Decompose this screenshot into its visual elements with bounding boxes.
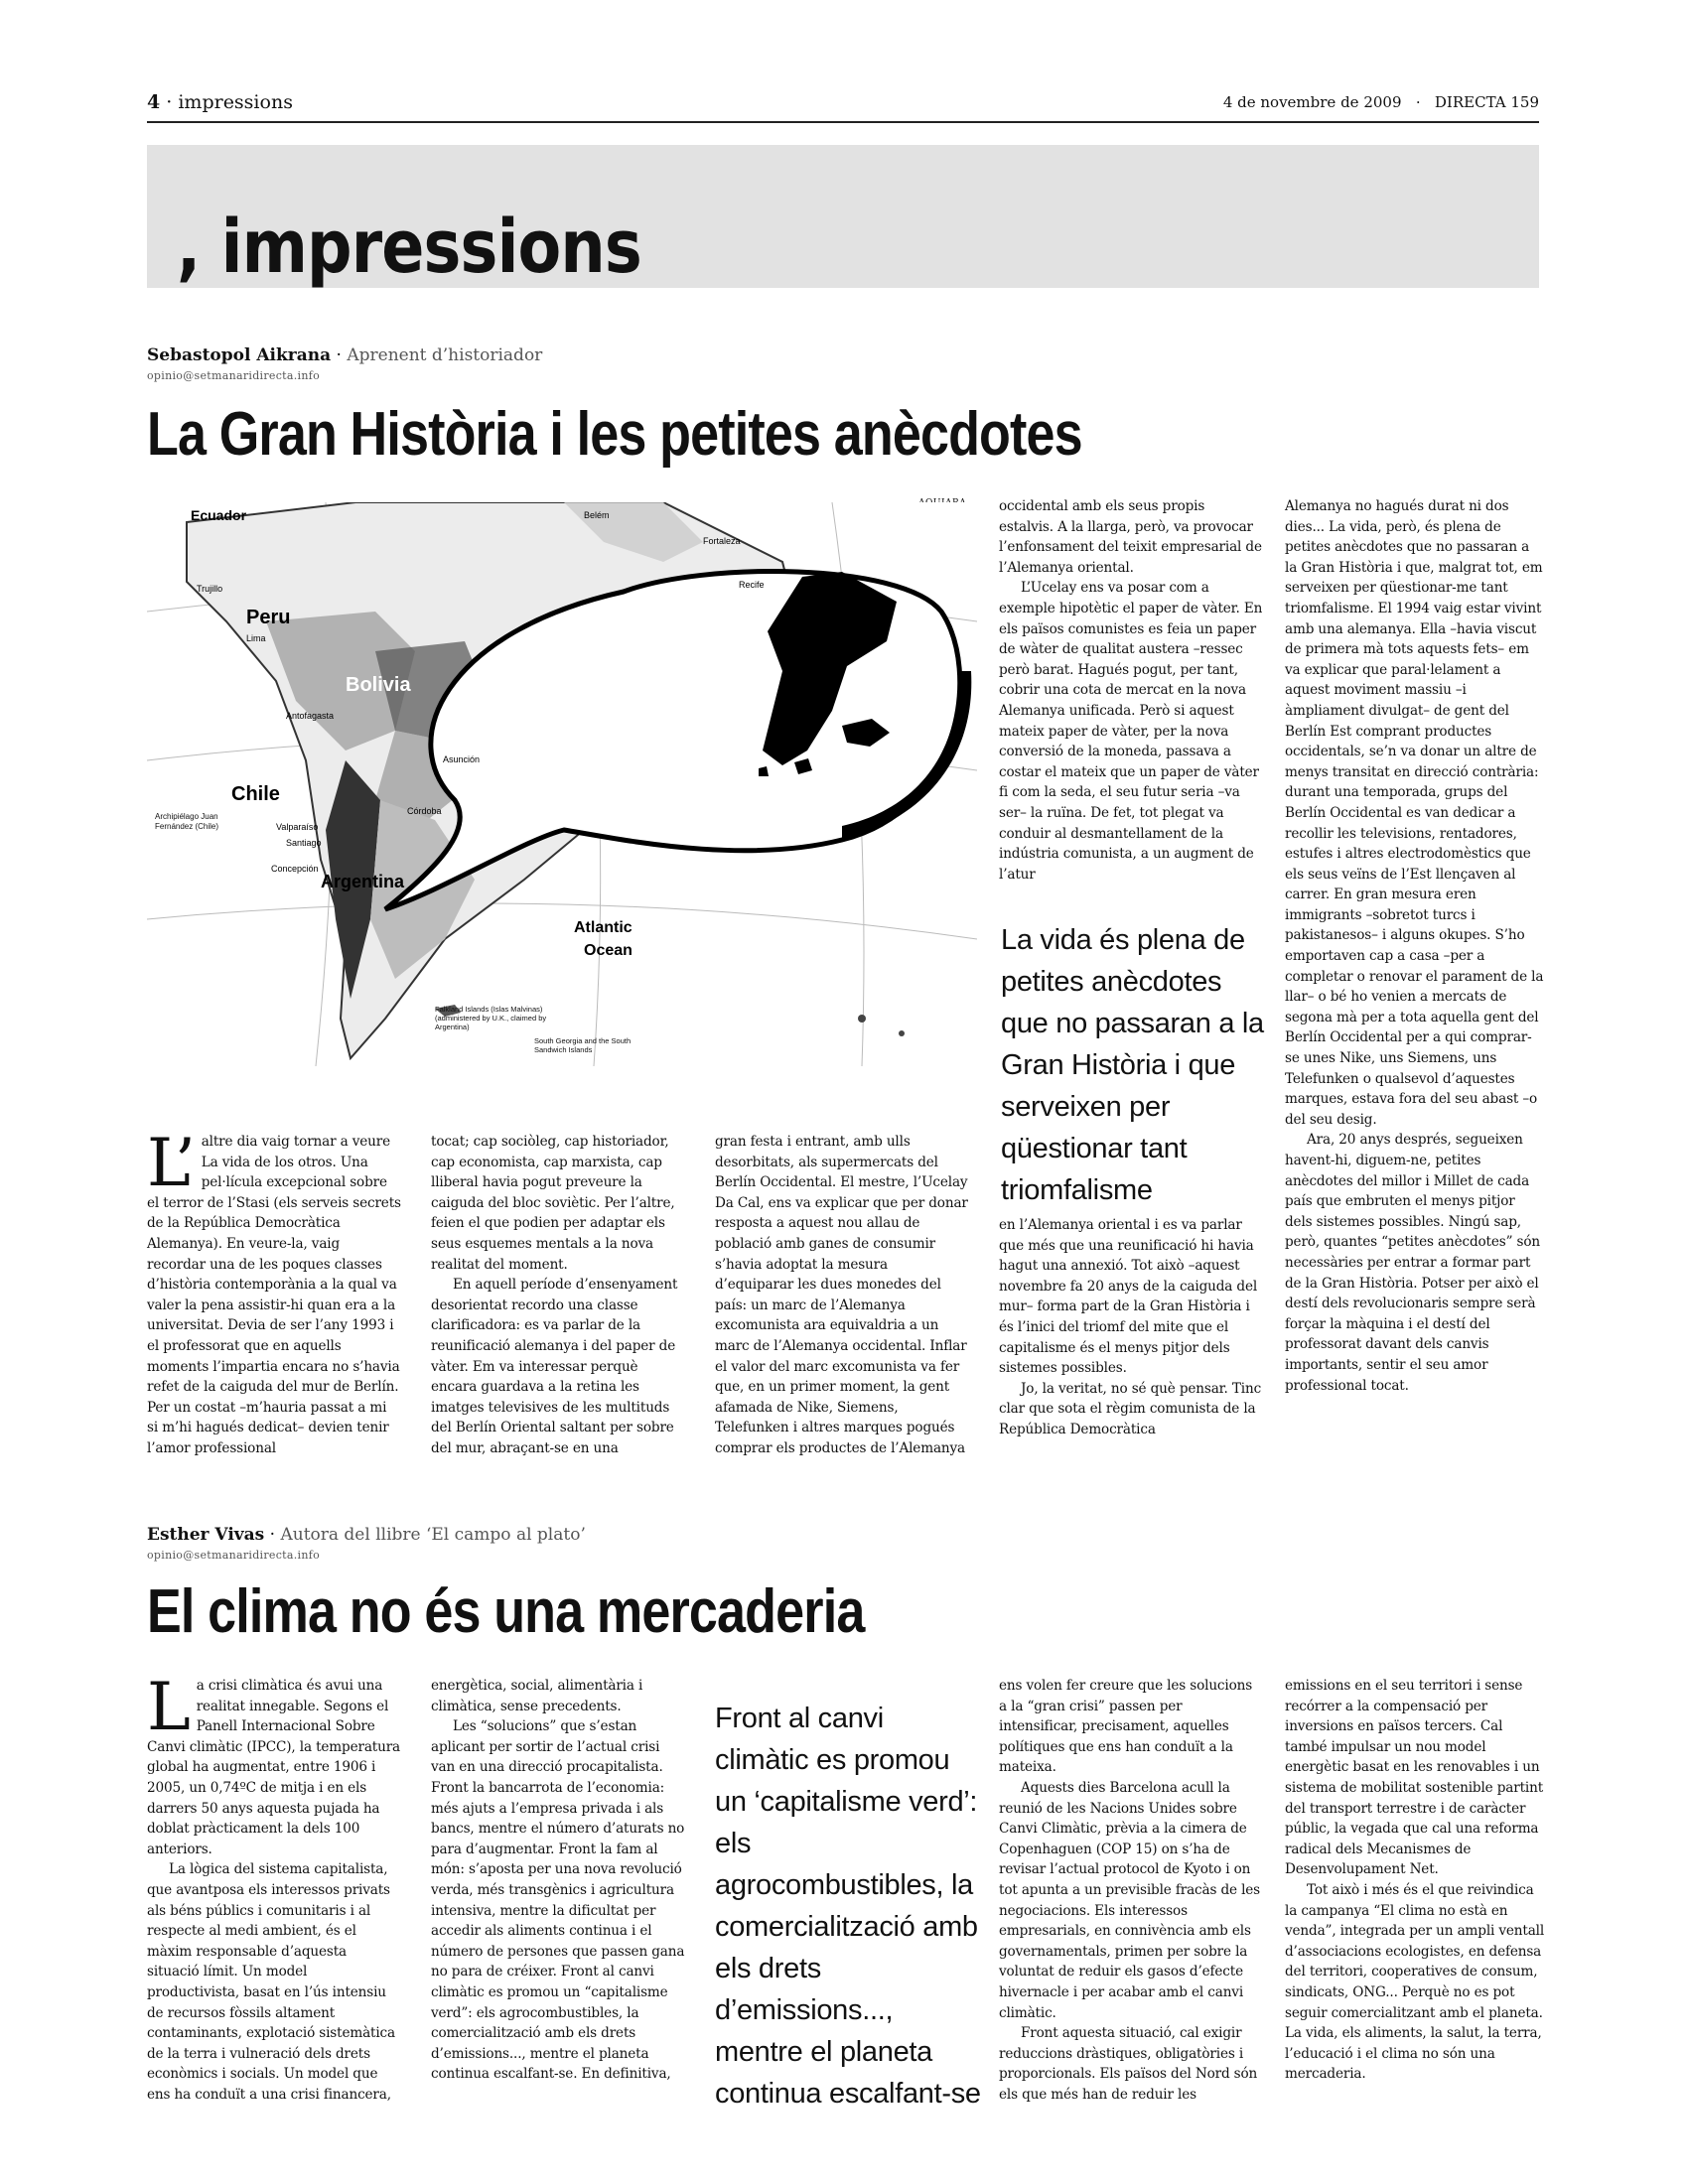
article1-column-2 xyxy=(431,1132,685,1459)
article1-paragraph: Jo, la veritat, no sé què pensar. Tinc clar que sota el règim comunista de la República Democràtica xyxy=(999,1380,1262,1437)
article2-column-5 xyxy=(1285,1676,1545,2085)
article1-paragraph: Ara, 20 anys després, segueixen havent-hi, diguem-ne, petites anècdotes del millor i Millet de cada país que embruten el menys pitjor dels sistemes possibles. Ningú sap, però, quantes “petites anècdotes” són necessàries per entrar a formar part de la Gran Història. Potser per això el destí dels revolucionaris sempre serà forçar la màquina i el destí del professorat davant dels canvis importants, sentir el seu amor professional tocat. xyxy=(1285,1132,1541,1394)
label-fortaleza: Fortaleza xyxy=(703,536,741,546)
article1-paragraph: en l’Alemanya oriental i es va parlar que més que una reunificació hi havia hagut una annexió. Tot això –aquest novembre fa 20 anys de la caiguda del mur– forma part de la Gran Història i és l’inici del triomf del mite que el capitalisme és el menys pitjor dels sistemes possibles. xyxy=(999,1217,1258,1377)
article1-author: Sebastopol Aikrana xyxy=(147,345,332,365)
label-antofagasta: Antofagasta xyxy=(286,711,335,721)
label-atlantic: Atlantic xyxy=(574,919,633,936)
publication-issue: DIRECTA 159 xyxy=(1434,93,1539,111)
label-falkland: Falkland Islands (Islas Malvinas) (administered by U.K., claimed by Argentina) xyxy=(435,1005,547,1031)
article2-paragraph: ens volen fer creure que les solucions a la “gran crisi” passen per intensificar, precisament, aquelles polítiques que ens han conduït a la mateixa. xyxy=(999,1678,1253,1776)
article1-paragraph: En aquell període d’ensenyament desorientat recordo una classe clarificadora: es va parlar de la reunificació alemanya i del paper de vàter. Em va interessar perquè encara guardava a la retina les imatges televisives de les multituds del Berlín Oriental saltant per sobre del mur, abraçant-se en una xyxy=(431,1277,678,1456)
article1-paragraph: tocat; cap sociòleg, cap historiador, cap economista, cap marxista, cap lliberal havia pogut preveure la caiguda del bloc soviètic. Per l’altre, feien el que podien per adaptar els seus esquemes mentals a la nova realitat del moment. xyxy=(431,1134,675,1273)
article2-byline xyxy=(147,1525,586,1545)
running-header xyxy=(147,89,1539,123)
south-america-map xyxy=(147,502,977,1066)
label-lima: Lima xyxy=(246,633,266,643)
article2-col1-text: a crisi climàtica és avui una realitat innegable. Segons el Panell Internacional Sobre Canvi climàtic (IPCC), la temperatura global ha augmentat, entre 1906 i 2005, un 0,74ºC de mitja i en els darrers 50 anys aquesta pujada ha doblat pràcticament la dels 100 anteriors. xyxy=(147,1678,401,1857)
label-belem: Belém xyxy=(584,510,610,520)
label-bolivia: Bolivia xyxy=(346,674,411,696)
article1-column-4-bottom xyxy=(999,1215,1263,1440)
header-left xyxy=(147,91,293,113)
article1-paragraph: gran festa i entrant, amb ulls desorbitats, als supermercats del Berlín Occidental. El mestre, l’Ucelay Da Cal, ens va explicar que per donar resposta a aquest nou allau de població amb ganes de consumir s’havia adoptat la mesura d’equiparar les dues monedes del país: un marc de l’Alemanya excomunista ara equivaldria a un marc de l’Alemanya occidental. Inflar el valor del marc excomunista va fer que, en un primer moment, la gent afamada de Nike, Siemens, Telefunken i altres marques pogués comprar els productes de l’Alemanya xyxy=(715,1134,968,1456)
map-illustration xyxy=(147,502,977,1066)
article1-column-4-top xyxy=(999,496,1263,885)
article2-author: Esther Vivas xyxy=(147,1525,265,1545)
byline-bullet: · xyxy=(264,1525,281,1545)
article1-pullquote: La vida és plena de petites anècdotes que no passaran a la Gran Història i que serveixen per qüestionar tant triomfalisme xyxy=(1001,924,1264,1206)
label-valparaiso: Valparaíso xyxy=(276,822,319,832)
label-ocean: Ocean xyxy=(584,942,633,959)
article2-role: Autora del llibre ‘El campo al plato’ xyxy=(280,1525,586,1545)
header-separator: · xyxy=(1415,93,1421,111)
article2-paragraph: Les “solucions” que s’estan aplicant per sortir de l’actual crisi van en una direcció procapitalista. Front la bancarrota de l’economia: més ajuts a l’empresa privada i als bancs, mentre el número d’aturats no para d’augmentar. Front la fam al món: s’aposta per una nova revolució verda, més transgènics i agricultura intensiva, mentre la dificultat per accedir als aliments continua i el número de persones que passen gana no para de créixer. Front al canvi climàtic es promou un “capitalisme verd”: els agrocombustibles, la comercialització amb els drets d’emissions..., mentre el planeta continua escalfant-se. En definitiva, xyxy=(431,1718,685,2083)
article2-headline: El clima no és una mercaderia xyxy=(147,1577,865,1646)
article2-paragraph: energètica, social, alimentària i climàtica, sense precedents. xyxy=(431,1678,643,1714)
article2-paragraph: Front aquesta situació, cal exigir reduccions dràstiques, obligatòries i proporcionals. Els països del Nord són els que més han de reduir les xyxy=(999,2025,1258,2103)
article2-paragraph: emissions en el seu territori i sense recórrer a la compensació per inversions en països tercers. Cal també impulsar un nou model energètic basat en les renovables i un sistema de mobilitat sostenible partint del transport terrestre i de caràcter públic, la vegada que cal una reforma radical dels Mecanismes de Desenvolupament Net. xyxy=(1285,1678,1544,1878)
article1-headline: La Gran Història i les petites anècdotes xyxy=(147,400,1082,469)
article2-pullquote: Front al canvi climàtic es promou un ‘capitalisme verd’: els agrocombustibles, la comercialització amb els drets d’emissions..., mentre el planeta continua escalfant-se xyxy=(715,1703,981,2110)
article1-column-3 xyxy=(715,1132,969,1459)
label-cordoba: Córdoba xyxy=(407,806,442,816)
label-chile: Chile xyxy=(231,783,280,805)
article2-paragraph: La lògica del sistema capitalista, que avantposa els interessos privats als béns públics i comunitaris i al respecte al medi ambient, és el màxim responsable d’aquesta situació límit. Un model productivista, basat en l’ús intensiu de recursos fòssils altament contaminants, explotació sistemàtica de la terra i vulneració dels drets econòmics i socials. Un model que ens ha conduït a una crisi financera, xyxy=(147,1861,395,2103)
article1-paragraph: L’Ucelay ens va posar com a exemple hipotètic el paper de vàter. En els països comunistes es feia un paper de wàter de qualitat austera –ressec però barat. Hagués pogut, per tant, cobrir una cota de mercat en la nova Alemanya unificada. Però si aquest mateix paper de vàter, per la nova conversió de la moneda, passava a costar el mateix que un paper de vàter fi com la seda, el seu futur seria –va ser– la ruïna. De fet, tot plegat va conduir al desmantellament de la indústria comunista, a un augment de l’atur xyxy=(999,580,1263,883)
label-peru: Peru xyxy=(246,607,291,628)
article1-paragraph xyxy=(147,1125,401,1459)
label-archipielago: Archipiélago Juan Fernández (Chile) xyxy=(155,812,219,831)
label-concepcion: Concepción xyxy=(271,864,319,874)
byline-bullet: · xyxy=(331,345,348,365)
label-santiago: Santiago xyxy=(286,838,322,848)
article1-role: Aprenent d’historiador xyxy=(347,345,543,365)
article2-email: opinio@setmanaridirecta.info xyxy=(147,1549,321,1562)
section-title: , impressions xyxy=(177,205,641,290)
article2-column-4 xyxy=(999,1676,1263,2105)
article2-paragraph: Tot això i més és el que reivindica la campanya “El clima no està en venda”, integrada per un ampli ventall d’associacions ecologistes, en defensa del territori, cooperatives de consum, sindicats, ONG... Perquè no es pot seguir comercialitzant amb el planeta. La vida, els aliments, la salut, la terra, l’educació i el clima no són una mercaderia. xyxy=(1285,1881,1545,2083)
article2-dropcap: L xyxy=(147,1669,191,1745)
article1-byline xyxy=(147,345,542,365)
label-ecuador: Ecuador xyxy=(191,507,247,523)
article2-column-2 xyxy=(431,1676,685,2085)
article1-paragraph: occidental amb els seus propis estalvis. A la llarga, però, va provocar l’enfonsament del teixit empresarial de l’Alemanya oriental. xyxy=(999,498,1262,576)
article2-column-1 xyxy=(147,1669,401,2105)
page-number: 4 xyxy=(147,91,161,113)
article1-paragraph: Alemanya no hagués durat ni dos dies... La vida, però, és plena de petites anècdotes que no passaran a la Gran Història i que, malgrat tot, em serveixen per qüestionar-me tant triomfalisme. El 1994 vaig estar vivint amb una alemanya. Ella –havia viscut de primera mà tots aquests fets– em va explicar que paral·lelament a aquest moviment massiu –i àmpliament divulgat– de gent del Berlín Est comprant productes occidentals, se’n va donar un altre de menys transitat en direcció contrària: durant una temporada, grups del Berlín Occidental es van dedicar a recollir les televisions, rentadores, estufes i altres electrodomèstics que els seus veïns de l’Est llençaven al carrer. En gran mesura eren immigrants –sobretot turcs i pakistanesos– i alguns okupes. S’ho emportaven cap a casa –per a completar o renovar el parament de la llar– o bé ho venien a mercats de segona mà per a tota aquella gent del Berlín Occidental per a qui comprar-se unes Nike, uns Siemens, uns Telefunken o qualsevol d’aquestes marques, estava fora del seu abast –o del seu desig. xyxy=(1285,498,1544,1128)
label-recife: Recife xyxy=(739,580,765,590)
article1-column-1 xyxy=(147,1125,401,1459)
label-trujillo: Trujillo xyxy=(197,584,223,594)
article1-dropcap: L’ xyxy=(147,1125,196,1201)
label-south-georgia: South Georgia and the South Sandwich Islands xyxy=(534,1036,632,1054)
label-argentina: Argentina xyxy=(321,872,405,891)
issue-date: 4 de novembre de 2009 xyxy=(1222,93,1402,111)
article2-paragraph: Aquests dies Barcelona acull la reunió de les Nacions Unides sobre Canvi Climàtic, prèvia a la cimera de Copenhaguen (COP 15) on s’ha de revisar l’actual protocol de Kyoto i on tot apunta a un previsible fracàs de les negociacions. Els interessos empresarials, en connivència amb els governamentals, primen per sobre la voluntat de reduir els gasos d’efecte hivernacle i per acabar amb el canvi climàtic. xyxy=(999,1779,1260,2021)
label-asuncion: Asunción xyxy=(443,754,481,764)
article2-paragraph xyxy=(147,1669,401,1859)
header-section: · impressions xyxy=(160,91,293,113)
header-right xyxy=(1223,93,1539,111)
article1-email: opinio@setmanaridirecta.info xyxy=(147,369,321,382)
article1-col1-text: altre dia vaig tornar a veure La vida de los otros. Una pel·lícula excepcional sobre el terror de l’Stasi (els serveis secrets de la República Democràtica Alemanya). En veure-la, vaig recordar una de les poques classes d’història contemporània a la qual va valer la pena assistir-hi quan era a la universitat. Devia de ser l’any 1993 i el professorat que en aquells moments l’impartia encara no s’havia refet de la caiguda del mur de Berlín. Per un costat –m’hauria passat a mi si m’hi hagués dedicat– devien tenir l’amor professional xyxy=(147,1134,401,1456)
article1-column-5 xyxy=(1285,496,1545,1396)
